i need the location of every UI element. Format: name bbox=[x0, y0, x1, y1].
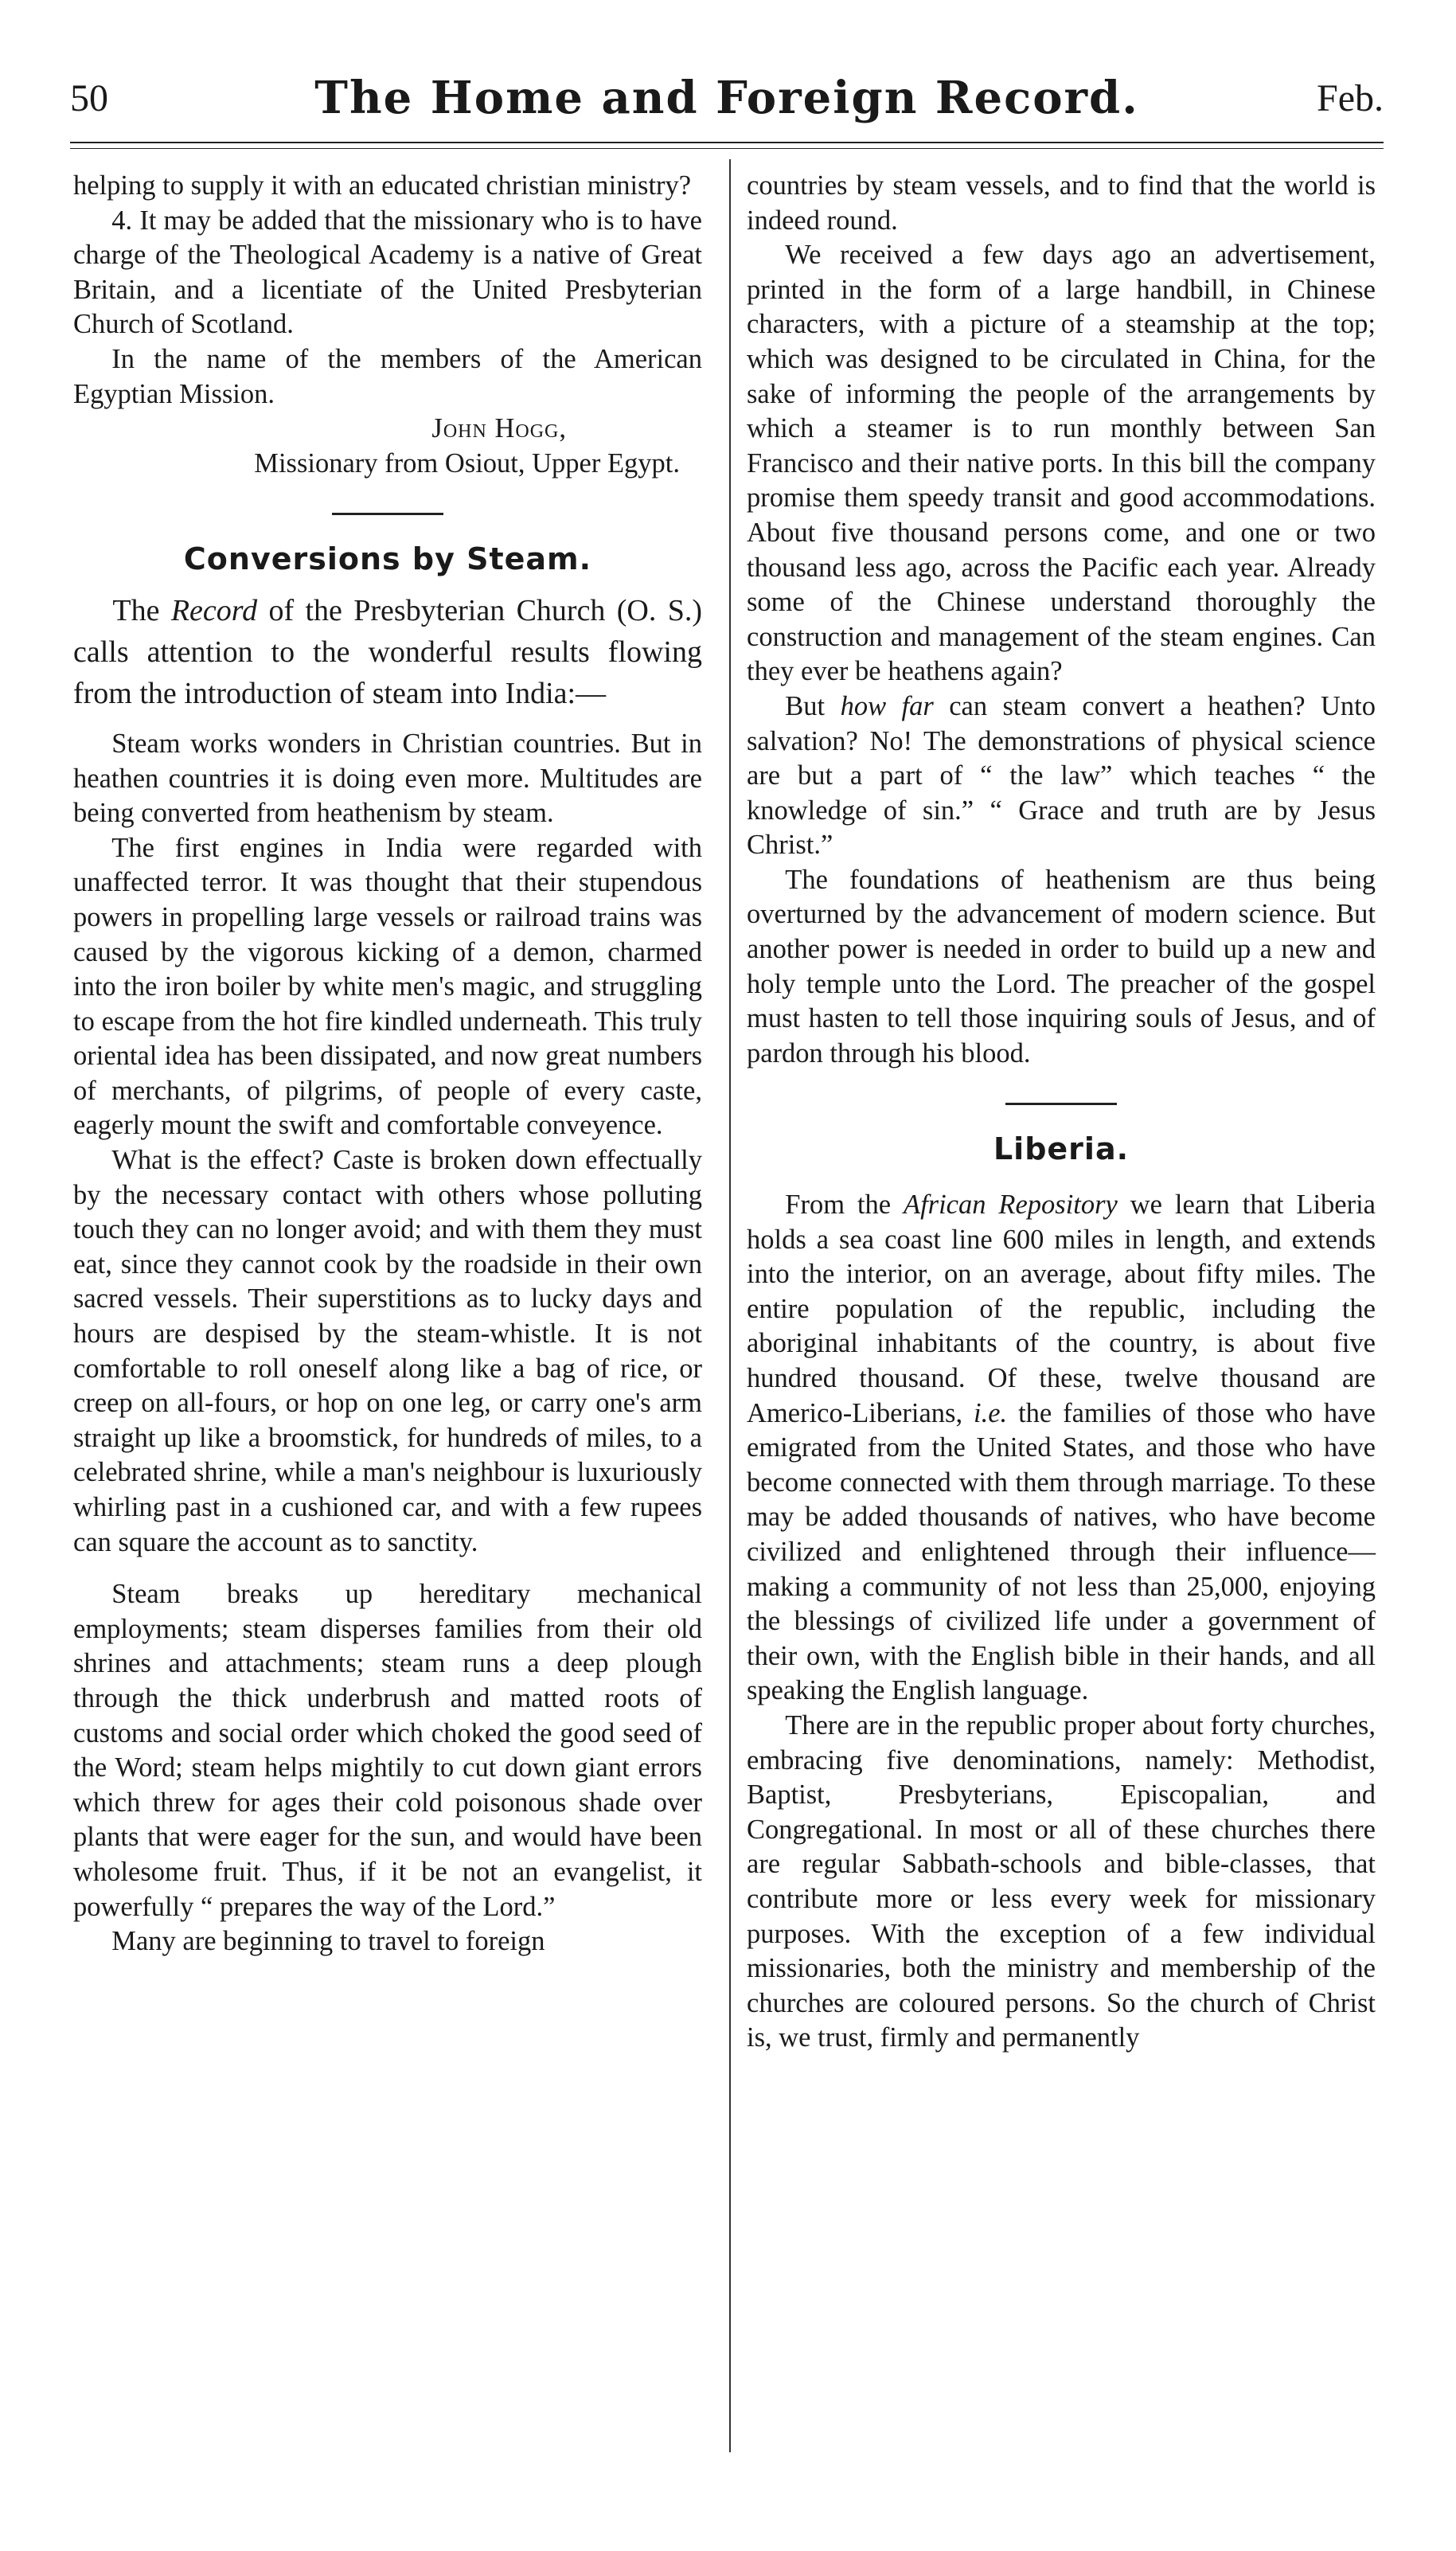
paragraph: The foundations of heathenism are thus being overturned by the advancement of modern science. But another power is needed in order to build up a new and holy temple unto the Lord. The preacher of the gospel must hasten to tell those inquiring souls of Jesus, and of pardon through his blood. bbox=[747, 864, 1376, 1068]
paragraph: There are in the republic proper about forty churches, embracing five denominations, namely: Methodist, Baptist, Presbyterians, Episcopalian, and Congregational. In most or all of these churches there are regular Sabbath-schools and bible-classes, that contribute more or less every week for missionary purposes. With the exception of a few individual missionaries, both the ministry and membership of the churches are coloured persons. So the church of Christ is, we trust, firmly and permanently bbox=[747, 1709, 1376, 2053]
column-divider bbox=[729, 159, 731, 2452]
intro-text: The bbox=[112, 593, 171, 627]
text: we learn that Liberia holds a sea coast line 600 miles in length, and extends into the interior, on an average, about fifty miles. The entire population of the republic, including the aboriginal inhabitants of the country, is about five hundred thousand. Of these, twelve thousand are Americo-Liberians, bbox=[747, 1190, 1376, 1428]
emphasis: how far bbox=[840, 690, 934, 721]
intro-paragraph bbox=[73, 590, 702, 714]
quote-paragraph: The first engines in India were regarded with unaffected terror. It was thought that their stupendous powers in propelling large vessels or railroad trains was caused by the vigorous kicking of a demon, charmed into the iron boiler by white men's magic, and struggling to escape from the hot fire kindled underneath. This truly oriental idea has been dissipated, and now great numbers of merchants, of pilgrims, of people of every caste, eagerly mount the swift and comfortable conveyence. bbox=[73, 832, 702, 1141]
signature-name: John Hogg, bbox=[431, 413, 567, 444]
month-label: Feb. bbox=[1317, 77, 1384, 119]
quote-paragraph: What is the effect? Caste is broken down effectually by the necessary contact with others whose polluting touch they can no longer avoid; and with them they must eat, since they cannot cook by the roadside in their own sacred vessels. Their superstitions as to lucky days and hours are despised by the steam-whistle. It is not comfortable to roll oneself along like a bag of rice, or creep on all-fours, or hop on one leg, or carry one's arm straight up like a broomstick, for hundreds of miles, to a celebrated shrine, while a man's neighbour is luxuriously whirling past in a cushioned car, and with a few rupees can square the account as to sanctity. bbox=[73, 1145, 702, 1557]
emphasis: i.e. bbox=[974, 1397, 1008, 1428]
left-column bbox=[73, 169, 702, 1959]
paragraph: In the name of the members of the American Egyptian Mission. bbox=[73, 343, 702, 409]
text: But bbox=[785, 690, 841, 721]
page-number: 50 bbox=[70, 77, 108, 119]
paragraph: We received a few days ago an advertisement, printed in the form of a large handbill, in Chinese characters, with a picture of a steamship at the top; which was designed to be circulated in China, for the sake of informing the people of the arrangements by which a steamer is to run monthly between San Francisco and their native ports. In this bill the company promise them speedy transit and good accommodations. About five thousand persons come, and one or two thousand less ago, across the Pacific each year. Already some of the Chinese understand thoroughly the construction and management of the steam engines. Can they ever be heathens again? bbox=[747, 240, 1376, 687]
running-title: The Home and Foreign Record. bbox=[314, 72, 1139, 124]
paragraph: countries by steam vessels, and to find that the world is indeed round. bbox=[747, 170, 1376, 236]
paragraph: Many are beginning to travel to foreign bbox=[111, 1926, 545, 1957]
text: the families of those who have emigrated from the United States, and those who have become connected with them through marriage. To these may be added thousands of natives, who have become civilized and enlightened through their influence—making a community of not less than 25,000, enjoying the blessings of civilized life under a government of their own, with the English bible in their hands, and all speaking the English language. bbox=[747, 1397, 1376, 1706]
paragraph bbox=[747, 690, 1376, 863]
quote-paragraph: Steam breaks up hereditary mechanical employments; steam disperses families from their old shrines and attachments; steam runs a deep plough through the thick underbrush and matted roots of customs and social order which choked the good seed of the Word; steam helps mightily to cut down giant errors which threw for ages their cold poisonous shade over plants that were eager for the sun, and would have been wholesome fruit. Thus, if it be not an evangelist, it powerfully “ prepares the way of the Lord.” bbox=[73, 1579, 702, 1922]
article-heading: Conversions by Steam. bbox=[183, 541, 592, 577]
text: From the bbox=[785, 1190, 904, 1221]
quote-paragraph: Steam works wonders in Christian countries. But in heathen countries it is doing even more. Multitudes are being converted from heathenism by steam. bbox=[73, 728, 702, 829]
section-rule bbox=[332, 513, 443, 515]
page-header bbox=[70, 72, 1384, 148]
paragraph bbox=[747, 1188, 1376, 1709]
header-rule bbox=[70, 142, 1384, 149]
paragraph: helping to supply it with an educated christian ministry? bbox=[73, 170, 692, 201]
paragraph: 4. It may be added that the missionary who is to have charge of the Theological Academy is a native of Great Britain, and a licentiate of the United Presbyterian Church of Scotland. bbox=[73, 205, 702, 340]
intro-text: of the Presbyterian Church (O. S.) calls attention to the wonderful results flowing from the introduction of steam into India:— bbox=[73, 593, 703, 710]
source-title: African Repository bbox=[904, 1190, 1118, 1221]
section-rule bbox=[1005, 1103, 1117, 1105]
signature-title: Missionary from Osiout, Upper Egypt. bbox=[254, 447, 680, 479]
right-column bbox=[747, 169, 1376, 2056]
text: can steam convert a heathen? Unto salvation? No! The demonstrations of physical science are but a part of “ the law” which teaches “ the knowledge of sin.” “ Grace and truth are by Jesus Christ.” bbox=[747, 690, 1376, 861]
record-title: Record bbox=[170, 593, 258, 627]
article-heading: Liberia. bbox=[993, 1131, 1130, 1167]
